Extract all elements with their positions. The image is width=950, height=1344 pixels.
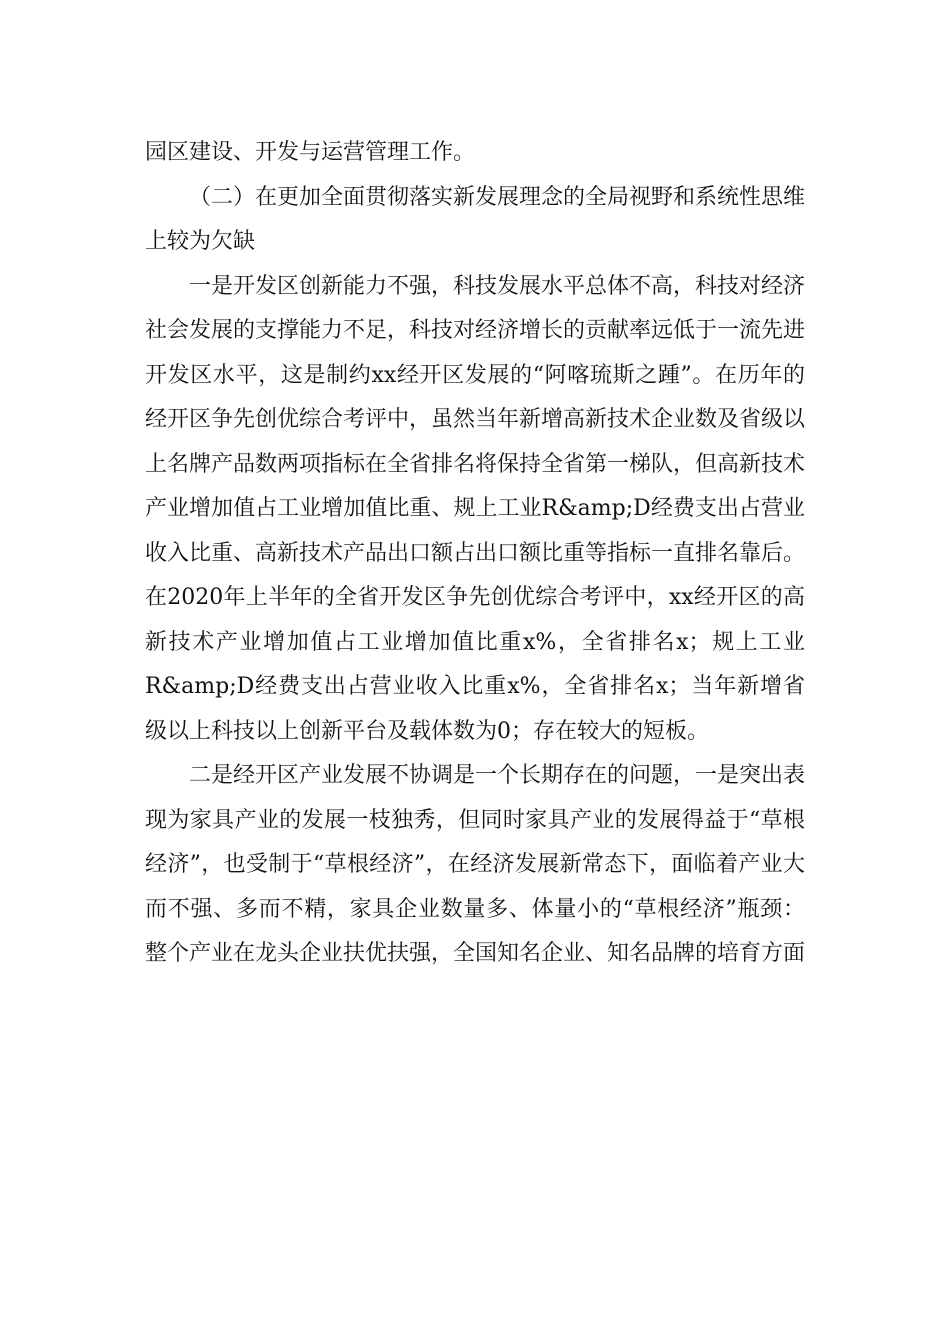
document-page (145, 131, 805, 977)
paragraph-industry: 二是经开区产业发展不协调是一个长期存在的问题，一是突出表现为家具产业的发展一枝独秀，但同时家具产业的发展得益于“草根经济”，也受制于“草根经济”，在经济发展新常态下，面临着产业大而不强、多而不精，家具企业数量多、体量小的“草根经济”瓶颈：整个产业在龙头企业扶优扶强，全国知名企业、知名品牌的培育方面 (145, 763, 806, 966)
section-heading: （二）在更加全面贯彻落实新发展理念的全局视野和系统性思维上较为欠缺 (145, 184, 806, 254)
paragraph-continuation: 园区建设、开发与运营管理工作。 (145, 140, 476, 165)
paragraph-innovation: 一是开发区创新能力不强，科技发展水平总体不高，科技对经济社会发展的支撑能力不足，科技对经济增长的贡献率远低于一流先进开发区水平，这是制约xx经开区发展的“阿喀琉斯之踵”。在历年的经开区争先创优综合考评中，虽然当年新增高新技术企业数及省级以上名牌产品数两项指标在全省排名将保持全省第一梯队，但高新技术产业增加值占工业增加值比重、规上工业R&amp;D经费支出占营业收入比重、高新技术产品出口额占出口额比重等指标一直排名靠后。在2020年上半年的全省开发区争先创优综合考评中，xx经开区的高新技术产业增加值占工业增加值比重x%，全省排名x；规上工业R&amp;D经费支出占营业收入比重x%，全省排名x；当年新增省级以上科技以上创新平台及载体数为0；存在较大的短板。 (145, 273, 806, 744)
